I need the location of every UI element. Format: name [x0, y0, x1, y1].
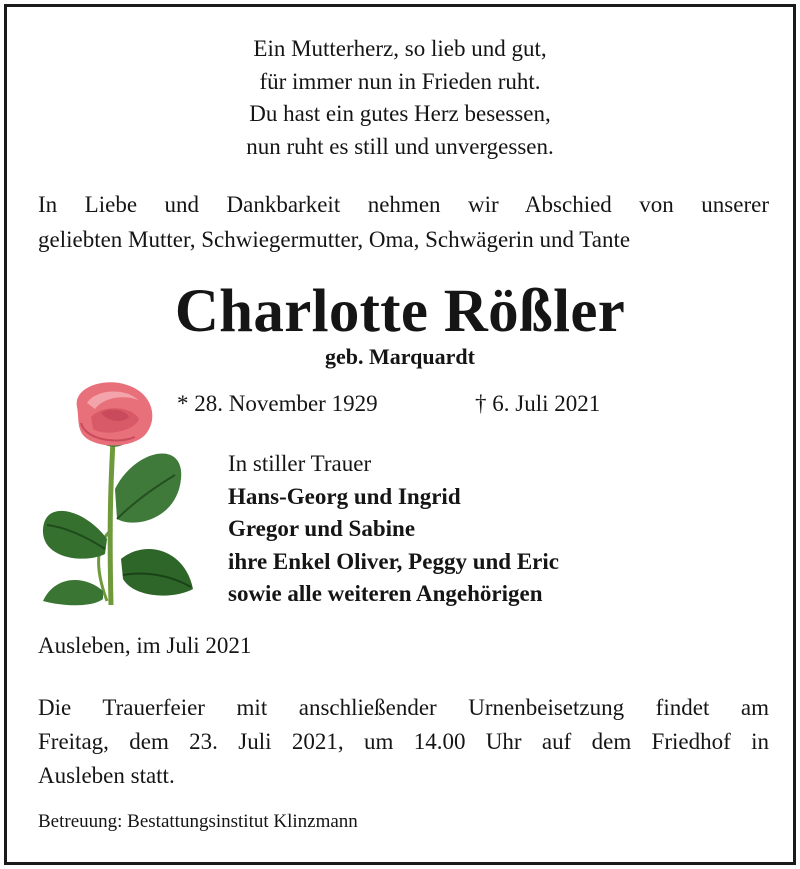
mourner-name: Hans-Georg und Ingrid	[228, 483, 461, 509]
mourner-name: ihre Enkel Oliver, Peggy und Eric	[228, 548, 559, 574]
birth-date: * 28. November 1929	[177, 391, 378, 416]
farewell-intro	[38, 187, 769, 257]
poem-line: Ein Mutterherz, so lieb und gut,	[253, 36, 547, 61]
poem-line: für immer nun in Frieden ruht.	[259, 68, 541, 94]
mourners	[228, 448, 559, 611]
funeral-line: Die Trauerfeier mit anschließender Urnenbeisetzung findet am	[38, 695, 769, 720]
funeral-home-credit: Betreuung: Bestattungsinstitut Klinzmann	[38, 811, 358, 832]
rose-icon	[35, 379, 195, 607]
intro-line: geliebten Mutter, Schwiegermutter, Oma, Schwägerin und Tante	[38, 227, 631, 252]
intro-line: In Liebe und Dankbarkeit nehmen wir Abschied von unserer	[38, 192, 769, 217]
poem	[7, 33, 793, 163]
funeral-info	[38, 691, 769, 793]
obituary-notice	[4, 4, 796, 865]
funeral-line: Ausleben statt.	[38, 763, 175, 788]
birth-name: geb. Marquardt	[325, 344, 475, 369]
mourners-heading: In stiller Trauer	[228, 451, 372, 476]
mourner-name: Gregor und Sabine	[228, 516, 416, 541]
mourner-name: sowie alle weiteren Angehörigen	[228, 581, 543, 606]
funeral-line: Freitag, dem 23. Juli 2021, um 14.00 Uhr auf dem Friedhof in	[38, 729, 769, 754]
death-date: † 6. Juli 2021	[475, 391, 601, 416]
place-date: Ausleben, im Juli 2021	[38, 633, 252, 658]
poem-line: Du hast ein gutes Herz besessen,	[249, 101, 551, 126]
poem-line: nun ruht es still und unvergessen.	[246, 133, 554, 159]
deceased-name: Charlotte Rößler	[174, 278, 626, 345]
